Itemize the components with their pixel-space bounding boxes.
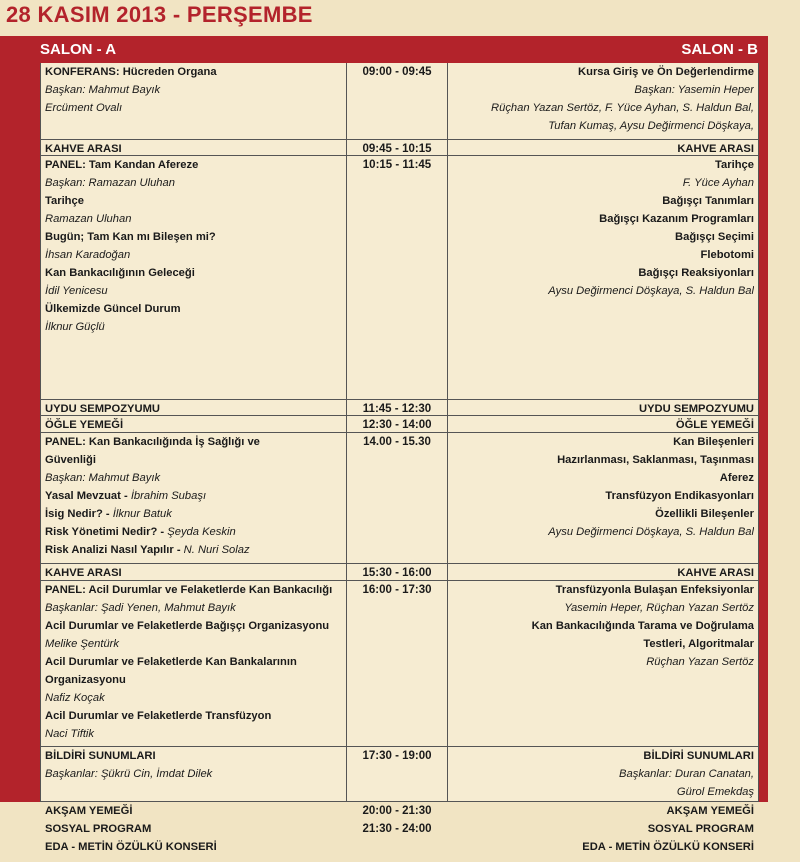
time-cell (347, 416, 447, 433)
time-cell (347, 433, 447, 564)
salon-b-cell (448, 747, 754, 802)
table-row (41, 63, 758, 139)
session-speaker: Başkanlar: Şadi Yenen, Mahmut Bayık (45, 602, 236, 614)
session-speaker: Melike Şentürk (45, 638, 119, 650)
time-slot: 21:30 - 24:00 (362, 823, 432, 835)
session-title: PANEL: Acil Durumlar ve Felaketlerde Kan Bankacılığı (45, 584, 333, 596)
salon-a-cell (45, 400, 345, 416)
session-title: Flebotomi (700, 249, 754, 261)
session-title: Tarihçe (715, 159, 754, 171)
time-cell (347, 581, 447, 747)
session-title: Acil Durumlar ve Felaketlerde Kan Bankalarının (45, 656, 297, 668)
session-speaker: Naci Tiftik (45, 728, 95, 740)
salon-a-cell (45, 433, 345, 564)
session-speaker: Aysu Değirmenci Döşkaya, S. Haldun Bal (548, 526, 754, 538)
session-title: AKŞAM YEMEĞİ (45, 805, 133, 817)
session-title: BİLDİRİ SUNUMLARI (45, 750, 156, 762)
time-slot: 11:45 - 12:30 (362, 403, 432, 415)
session-title: Bağışçı Reaksiyonları (638, 267, 754, 279)
table-row (41, 399, 758, 416)
session-speaker: Başkan: Mahmut Bayık (45, 472, 161, 484)
session-title: Bağışçı Seçimi (675, 231, 754, 243)
session-title: Aferez (719, 472, 754, 484)
table-row (41, 139, 758, 156)
session-title: KONFERANS: Hücreden Organa (45, 66, 217, 78)
session-title: KAHVE ARASI (45, 143, 122, 155)
salon-b-cell (448, 802, 754, 862)
time-slot: 10:15 - 11:45 (362, 159, 432, 171)
salon-a-cell (45, 140, 345, 156)
salon-b-cell (448, 433, 754, 564)
salon-a-cell (45, 747, 345, 802)
salon-a-cell (45, 156, 345, 400)
session-title: Kan Bankacılığının Geleceği (45, 267, 195, 279)
schedule-table (40, 63, 759, 853)
session-title: Hazırlanması, Saklanması, Taşınması (557, 454, 754, 466)
table-row (41, 563, 758, 581)
time-cell (347, 802, 447, 862)
salon-a-cell (45, 63, 345, 139)
session-speaker: İdil Yenicesu (45, 285, 108, 297)
session-speaker: Gürol Emekdaş (676, 786, 754, 798)
salon-b-cell (448, 63, 754, 139)
table-row (41, 155, 758, 400)
session-title: EDA - METİN ÖZÜLKÜ KONSERİ (582, 841, 754, 853)
table-row (41, 580, 758, 747)
session-speaker: Rüçhan Yazan Sertöz, F. Yüce Ayhan, S. Haldun Bal, (491, 102, 754, 114)
salon-b-cell (448, 400, 754, 416)
session-title: Transfüzyon Endikasyonları (605, 490, 754, 502)
salon-b-cell (448, 564, 754, 581)
salon-b-cell (448, 581, 754, 747)
table-row (41, 746, 758, 802)
session-speaker: İlknur Güçlü (45, 321, 105, 333)
session-speaker: Yasemin Heper, Rüçhan Yazan Sertöz (564, 602, 754, 614)
session-title: BİLDİRİ SUNUMLARI (643, 750, 754, 762)
session-title: PANEL: Tam Kandan Afereze (45, 159, 199, 171)
session-title: Yasal Mevzuat - İbrahim Subaşı (45, 490, 207, 502)
session-title: Transfüzyonla Bulaşan Enfeksiyonlar (555, 584, 754, 596)
session-speaker: Başkanlar: Şükrü Cin, İmdat Dilek (45, 768, 213, 780)
session-speaker: Başkan: Yasemin Heper (634, 84, 754, 96)
session-title: ÖĞLE YEMEĞİ (675, 419, 754, 431)
session-title: Bağışçı Tanımları (662, 195, 754, 207)
session-title: AKŞAM YEMEĞİ (666, 805, 754, 817)
session-speaker: Aysu Değirmenci Döşkaya, S. Haldun Bal (548, 285, 754, 297)
time-cell (347, 400, 447, 416)
session-title: İsig Nedir? - İlknur Batuk (45, 508, 172, 520)
time-slot: 12:30 - 14:00 (362, 419, 432, 431)
time-slot: 20:00 - 21:30 (362, 805, 432, 817)
session-title: Testleri, Algoritmalar (643, 638, 754, 650)
time-cell (347, 156, 447, 400)
session-speaker: Başkan: Ramazan Uluhan (45, 177, 175, 189)
session-title: Kan Bankacılığında Tarama ve Doğrulama (531, 620, 754, 632)
salon-a-header: SALON - A (40, 41, 117, 58)
salon-a-cell (45, 416, 345, 433)
salon-b-cell (448, 416, 754, 433)
session-speaker: Tufan Kumaş, Aysu Değirmenci Döşkaya, (548, 120, 754, 132)
session-title: KAHVE ARASI (677, 143, 754, 155)
session-title: Ülkemizde Güncel Durum (45, 303, 181, 315)
session-speaker: F. Yüce Ayhan (682, 177, 754, 189)
session-title: KAHVE ARASI (45, 567, 122, 579)
session-title: Risk Yönetimi Nedir? - Şeyda Keskin (45, 526, 236, 538)
time-slot: 15:30 - 16:00 (362, 567, 432, 579)
session-title: Bugün; Tam Kan mı Bileşen mi? (45, 231, 216, 243)
session-speaker: Ramazan Uluhan (45, 213, 132, 225)
session-title: SOSYAL PROGRAM (647, 823, 754, 835)
time-slot: 09:00 - 09:45 (362, 66, 432, 78)
time-cell (347, 747, 447, 802)
session-title: KAHVE ARASI (677, 567, 754, 579)
session-title: Güvenliği (45, 454, 96, 466)
session-title: Bağışçı Kazanım Programları (599, 213, 754, 225)
time-cell (347, 564, 447, 581)
session-speaker: Rüçhan Yazan Sertöz (646, 656, 754, 668)
salon-b-header: SALON - B (681, 41, 758, 58)
time-slot: 16:00 - 17:30 (362, 584, 432, 596)
table-row (41, 415, 758, 433)
session-title: Acil Durumlar ve Felaketlerde Transfüzyon (45, 710, 272, 722)
session-title: Özellikli Bileşenler (655, 508, 754, 520)
salon-a-cell (45, 564, 345, 581)
session-title: Organizasyonu (45, 674, 126, 686)
session-title: Tarihçe (45, 195, 84, 207)
session-speaker: Başkanlar: Duran Canatan, (619, 768, 754, 780)
session-title: PANEL: Kan Bankacılığında İş Sağlığı ve (45, 436, 260, 448)
session-title: UYDU SEMPOZYUMU (45, 403, 160, 415)
session-title: Kursa Giriş ve Ön Değerlendirme (578, 66, 754, 78)
salon-a-cell (45, 802, 345, 862)
session-title: SOSYAL PROGRAM (45, 823, 152, 835)
session-speaker: Başkan: Mahmut Bayık (45, 84, 161, 96)
session-title: Acil Durumlar ve Felaketlerde Bağışçı Organizasyonu (45, 620, 330, 632)
session-speaker: Ercüment Ovalı (45, 102, 123, 114)
session-speaker: Nafiz Koçak (45, 692, 105, 704)
session-title: ÖĞLE YEMEĞİ (45, 419, 124, 431)
session-title: UYDU SEMPOZYUMU (639, 403, 754, 415)
salon-b-cell (448, 156, 754, 400)
table-row (41, 432, 758, 564)
time-slot: 14.00 - 15.30 (363, 436, 431, 448)
session-title: EDA - METİN ÖZÜLKÜ KONSERİ (45, 841, 217, 853)
time-cell (347, 140, 447, 156)
time-cell (347, 63, 447, 139)
salon-b-cell (448, 140, 754, 156)
session-title: Risk Analizi Nasıl Yapılır - N. Nuri Solaz (45, 544, 250, 556)
table-row (41, 801, 758, 862)
time-slot: 09:45 - 10:15 (362, 143, 432, 155)
session-speaker: İhsan Karadoğan (45, 249, 131, 261)
session-title: Kan Bileşenleri (673, 436, 754, 448)
time-slot: 17:30 - 19:00 (362, 750, 432, 762)
page-title: 28 KASIM 2013 - PERŞEMBE (6, 2, 313, 27)
salon-a-cell (45, 581, 345, 747)
